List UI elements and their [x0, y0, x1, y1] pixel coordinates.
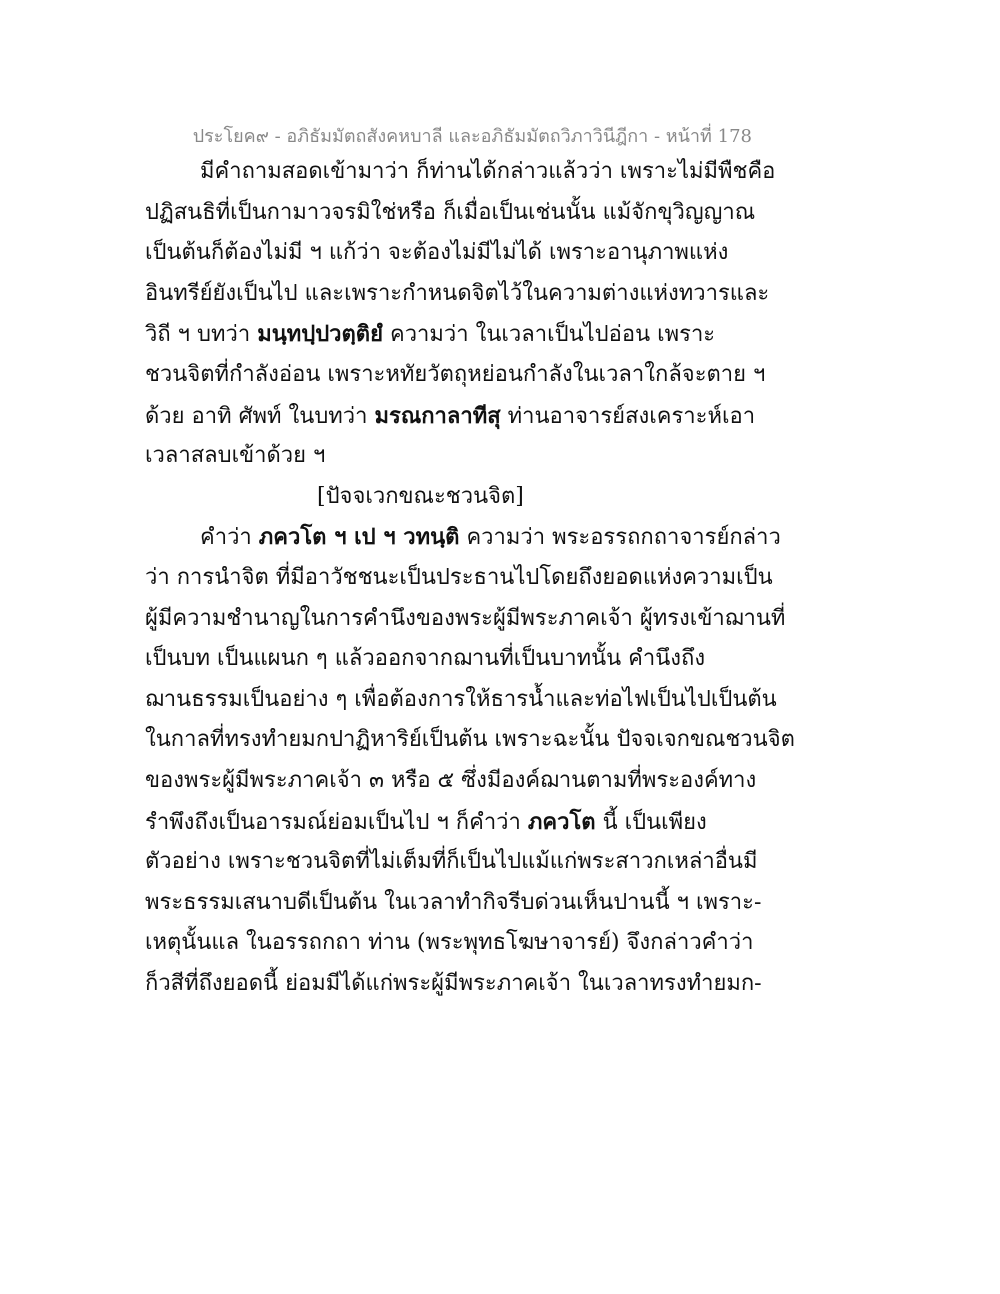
text-run: ด้วย อาทิ ศัพท์ ในบทว่า: [145, 403, 375, 429]
text-line: อินทรีย์ยังเป็นไป และเพราะกำหนดจิตไว้ในความต่างแห่งทวารและ: [145, 280, 770, 306]
text-line: ผู้มีความชำนาญในการคำนึงของพระผู้มีพระภาคเจ้า ผู้ทรงเข้าฌานที่: [145, 605, 786, 631]
text-run: ความว่า ในเวลาเป็นไปอ่อน เพราะ: [382, 322, 716, 348]
text-line: มีคำถามสอดเข้ามาว่า ก็ท่านได้กล่าวแล้วว่า เพราะไม่มีพืชคือ: [200, 159, 776, 184]
text-run: วิถี ฯ บทว่า: [145, 322, 258, 348]
page-body: [145, 152, 865, 1004]
text-line: [145, 314, 865, 355]
text-line: พระธรรมเสนาบดีเป็นต้น ในเวลาทำกิจรีบด่วนเห็นปานนี้ ฯ เพราะ-: [145, 889, 762, 915]
text-line: ของพระผู้มีพระภาคเจ้า ๓ หรือ ๕ ซึ่งมีองค์ฌานตามที่พระองค์ทาง: [145, 767, 757, 793]
text-line: ชวนจิตที่กำลังอ่อน เพราะหทัยวัตถุหย่อนกำลังในเวลาใกล้จะตาย ฯ: [145, 361, 766, 387]
text-run: คำว่า: [200, 525, 259, 551]
text-line: [145, 517, 865, 558]
text-run: นี้ เป็นเพียง: [595, 809, 707, 835]
text-line: ในกาลที่ทรงทำยมกปาฏิหาริย์เป็นต้น เพราะฉะนั้น ปัจจเจกขณชวนจิต: [145, 727, 795, 753]
text-line: เป็นบท เป็นแผนก ๆ แล้วออกจากฌานที่เป็นบาทนั้น คำนึงถึง: [145, 646, 706, 672]
text-line: เหตุนั้นแล ในอรรถกถา ท่าน (พระพุทธโฆษาจารย์) จึงกล่าวคำว่า: [145, 930, 754, 956]
text-run: รำพึงถึงเป็นอารมณ์ย่อมเป็นไป ฯ ก็คำว่า: [145, 809, 528, 835]
text-line: ว่า การนำจิต ที่มีอาวัชชนะเป็นประธานไปโดยถึงยอดแห่งความเป็น: [145, 564, 773, 590]
text-run: ท่านอาจารย์สงเคราะห์เอา: [500, 403, 756, 429]
text-line: ปฏิสนธิที่เป็นกามาวจรมิใช่หรือ ก็เมื่อเป็นเช่นนั้น แม้จักขุวิญญาณ: [145, 199, 756, 225]
pali-term: ภควโต: [527, 808, 596, 835]
text-line: ตัวอย่าง เพราะชวนจิตที่ไม่เต็มที่ก็เป็นไปแม้แก่พระสาวกเหล่าอื่นมี: [145, 849, 758, 875]
text-line: ก็วสีที่ถึงยอดนี้ ย่อมมีได้แก่พระผู้มีพระภาคเจ้า ในเวลาทรงทำยมก-: [145, 970, 762, 996]
pali-term: มนฺทปฺปวตฺติยํ: [257, 321, 383, 348]
text-line: เป็นต้นก็ต้องไม่มี ฯ แก้ว่า จะต้องไม่มีไม่ได้ เพราะอานุภาพแห่ง: [145, 240, 729, 266]
pali-term: ภควโต ฯ เป ฯ วทนฺติ: [258, 524, 460, 551]
running-head: ประโยค๙ - อภิธัมมัตถสังคหบาลี และอภิธัมมัตถวิภาวินีฎีกา - หน้าที่ 178: [192, 126, 752, 147]
pali-term: มรณกาลาทีสุ: [374, 402, 501, 429]
text-run: ความว่า พระอรรถกถาจารย์กล่าว: [459, 525, 781, 551]
text-line: ฌานธรรมเป็นอย่าง ๆ เพื่อต้องการให้ธารน้ำและท่อไฟเป็นไปเป็นต้น: [145, 686, 777, 712]
text-line: [145, 802, 865, 843]
section-heading: [ปัจจเวกขณะชวนจิต]: [317, 483, 524, 509]
text-line: [145, 396, 865, 437]
text-line: เวลาสลบเข้าด้วย ฯ: [145, 443, 326, 469]
